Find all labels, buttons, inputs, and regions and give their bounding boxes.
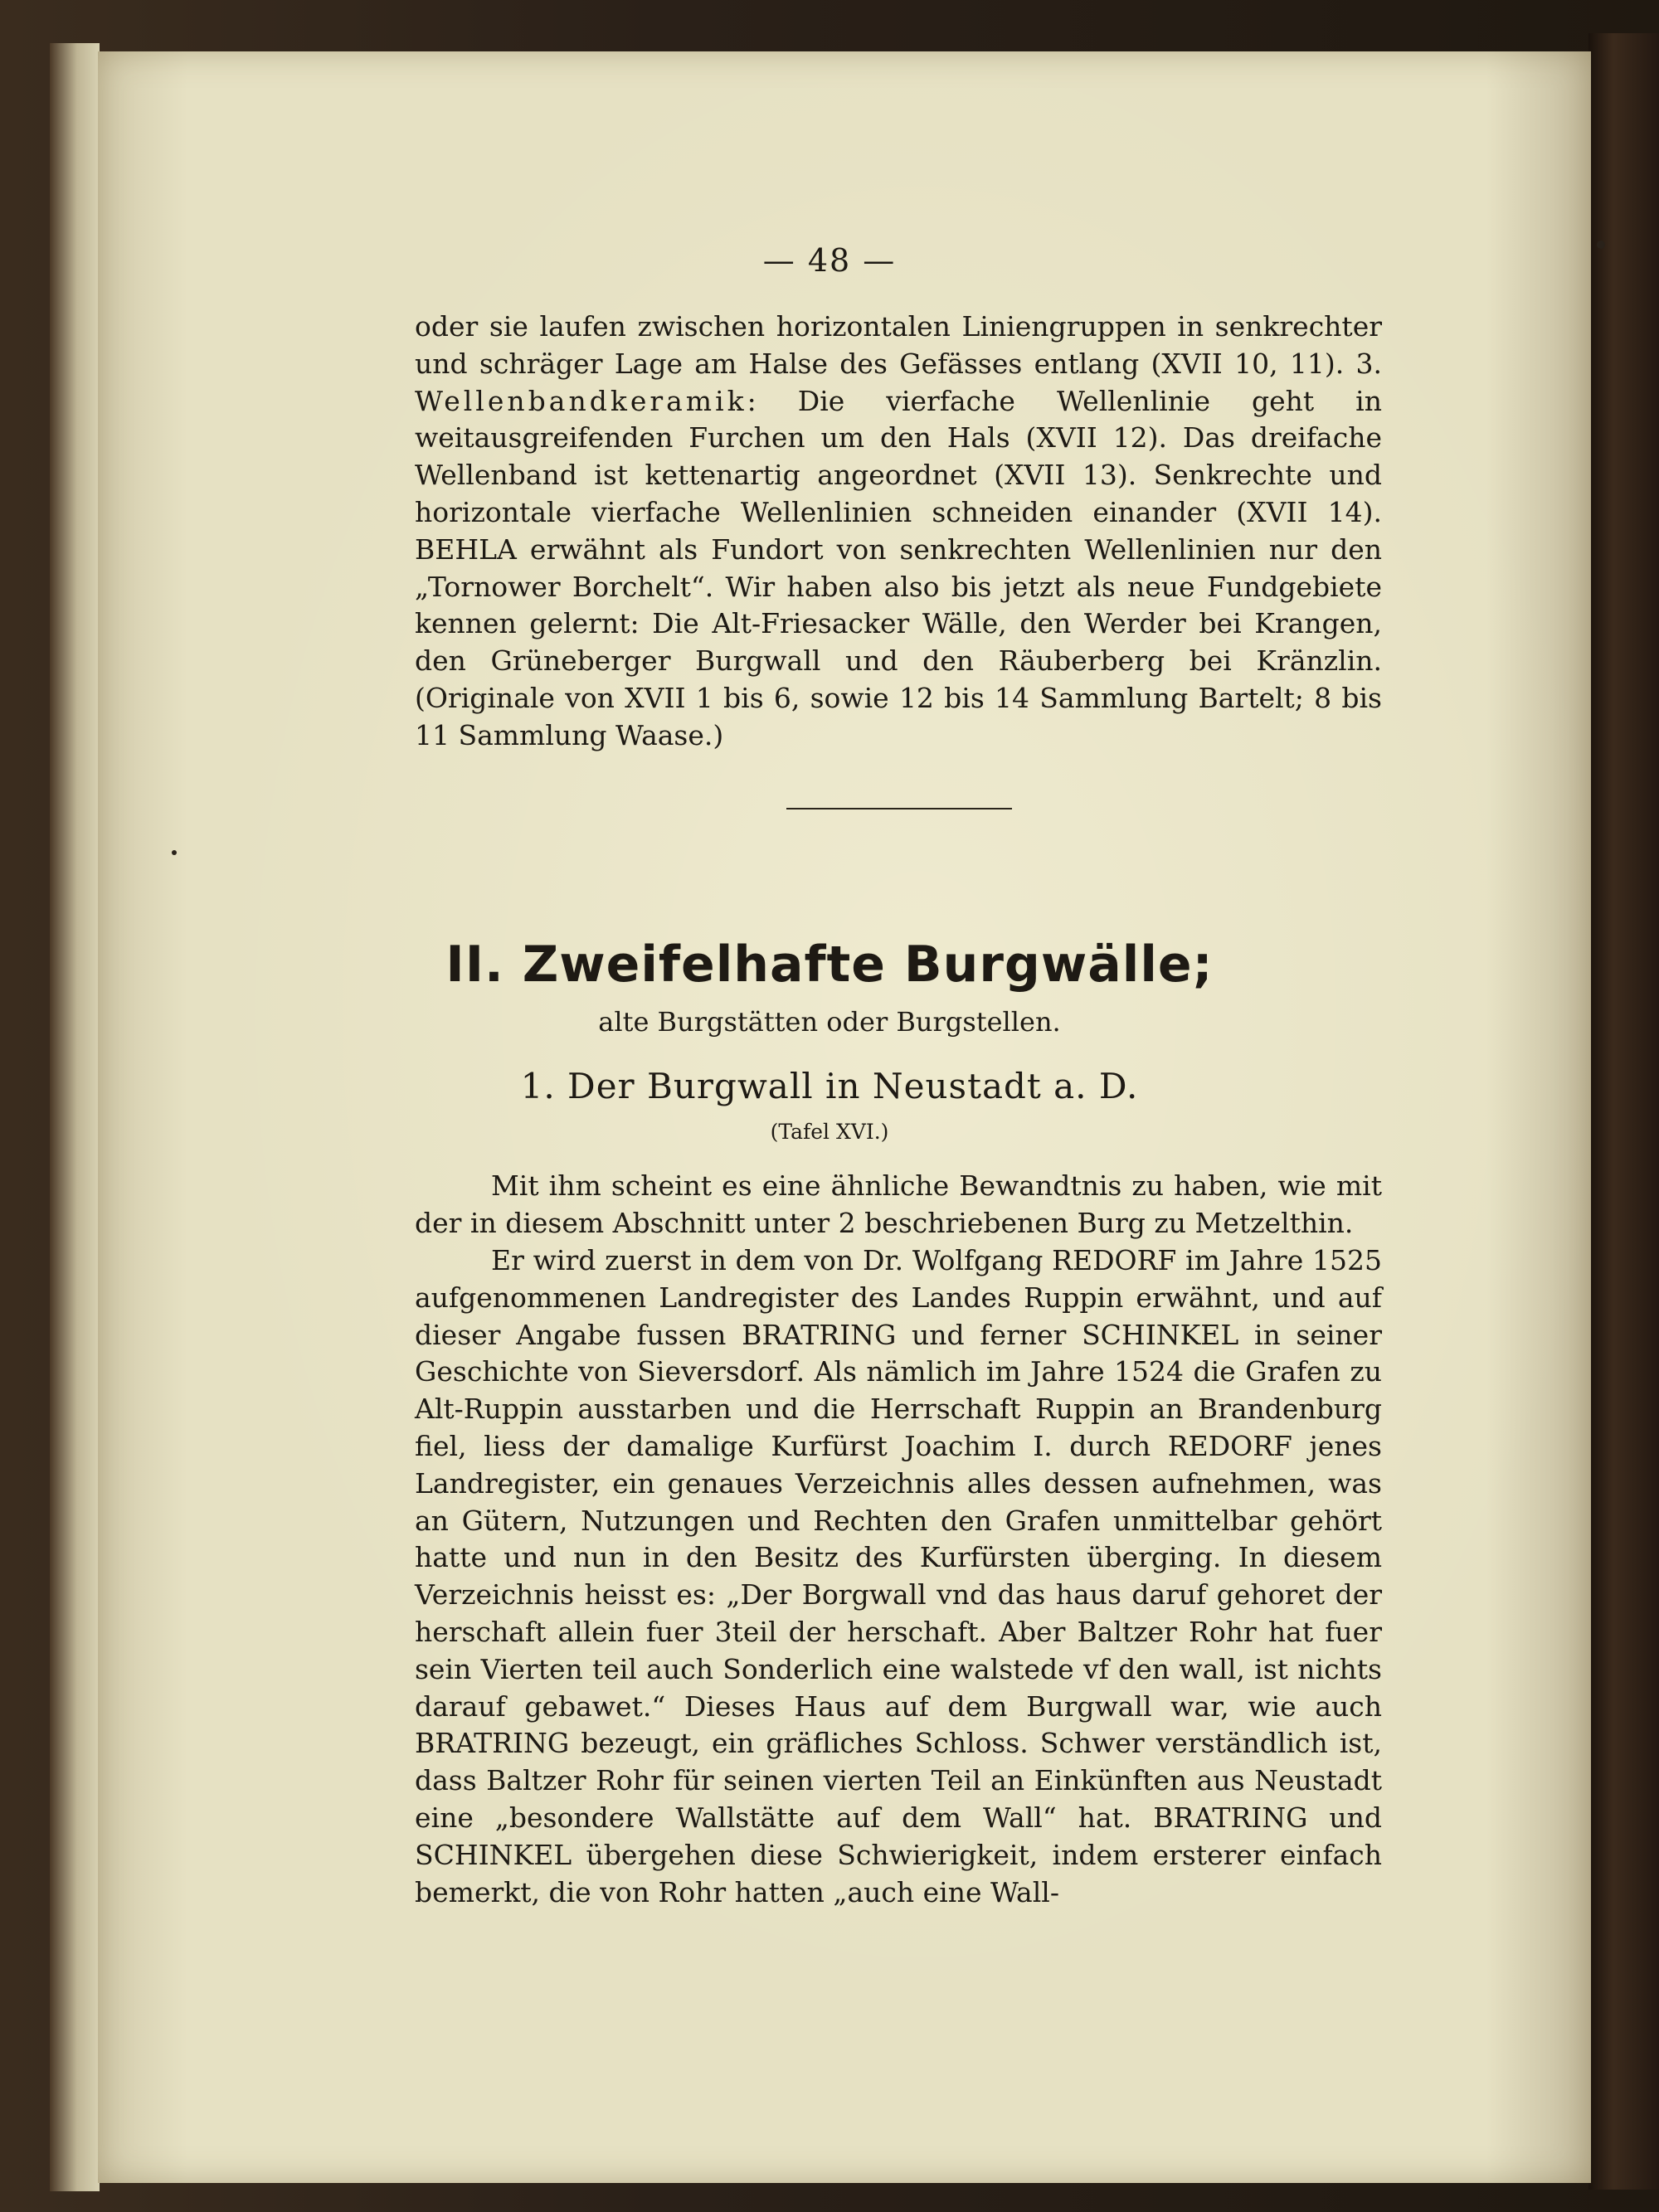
paragraph-1-part-a: oder sie laufen zwischen horizontalen Liniengruppen in senkrechter und schräger Lage am Halse des Gefässes entlang (XVII 10, 11). 3.: [415, 310, 1382, 380]
paragraph-1-part-b: : Die vierfache Wellenlinie geht in weitausgreifenden Furchen um den Hals (XVII 12). Das dreifache Wellenband ist kettenartig angeordnet (XVII 13). Senkrechte und horizontale vierfache Wellenlinien schneiden einander (XVII 14). BEHLA erwähnt als Fundort von senkrechten Wellenlinien nur den „Tornower Borchelt“. Wir haben also bis jetzt als neue Fundgebiete kennen gelernt: Die Alt-Friesacker Wälle, den Werder bei Krangen, den Grüneberger Burgwall und den Räuberberg bei Kränzlin. (Originale von XVII 1 bis 6, sowie 12 bis 14 Sammlung Bartelt; 8 bis 11 Sammlung Waase.): [415, 384, 1382, 751]
book-binding: [1588, 33, 1659, 2190]
section-subtitle: alte Burgstätten oder Burgstellen.: [598, 1006, 1061, 1038]
paragraph-1: [415, 309, 1382, 755]
ink-speck: [1597, 241, 1605, 249]
paragraph-1-spaced-term: Wellenbandkeramik: [415, 384, 747, 417]
page-number: — 48 —: [762, 242, 897, 279]
paragraph-3: Er wird zuerst in dem von Dr. Wolfgang REDORF im Jahre 1525 aufgenommenen Landregister des Landes Ruppin erwähnt, und auf dieser Angabe fussen BRATRING und ferner SCHINKEL in seiner Geschichte von Sieversdorf. Als nämlich im Jahre 1524 die Grafen zu Alt-Ruppin ausstarben und die Herrschaft Ruppin an Brandenburg fiel, liess der damalige Kurfürst Joachim I. durch REDORF jenes Landregister, ein genaues Verzeichnis alles dessen aufnehmen, was an Gütern, Nutzungen und Rechten den Grafen unmittelbar gehört hatte und nun in den Besitz des Kurfürsten überging. In diesem Verzeichnis heisst es: „Der Borgwall vnd das haus daruf gehoret der herschaft allein fuer 3teil der herschaft. Aber Baltzer Rohr hat fuer sein Vierten teil auch Sonderlich eine walstede vf den wall, ist nichts darauf gebawet.“ Dieses Haus auf dem Burgwall war, wie auch BRATRING bezeugt, ein gräfliches Schloss. Schwer verständlich ist, dass Baltzer Rohr für seinen vierten Teil an Einkünften aus Neustadt eine „besondere Wallstätte auf dem Wall“ hat. BRATRING und SCHINKEL übergehen diese Schwierigkeit, indem ersterer einfach bemerkt, die von Rohr hatten „auch eine Wall-: [415, 1244, 1382, 1908]
section-title: II. Zweifelhafte Burgwälle;: [445, 936, 1214, 994]
subsection-title: 1. Der Burgwall in Neustadt a. D.: [520, 1066, 1139, 1106]
plate-reference: (Tafel XVI.): [770, 1120, 889, 1144]
section-divider: [786, 808, 1012, 809]
page-stack-edge: [50, 43, 100, 2191]
paragraph-2: Mit ihm scheint es eine ähnliche Bewandtnis zu haben, wie mit der in diesem Abschnitt unter 2 beschriebenen Burg zu Metzelthin.: [415, 1169, 1382, 1239]
ink-speck: [172, 850, 177, 855]
